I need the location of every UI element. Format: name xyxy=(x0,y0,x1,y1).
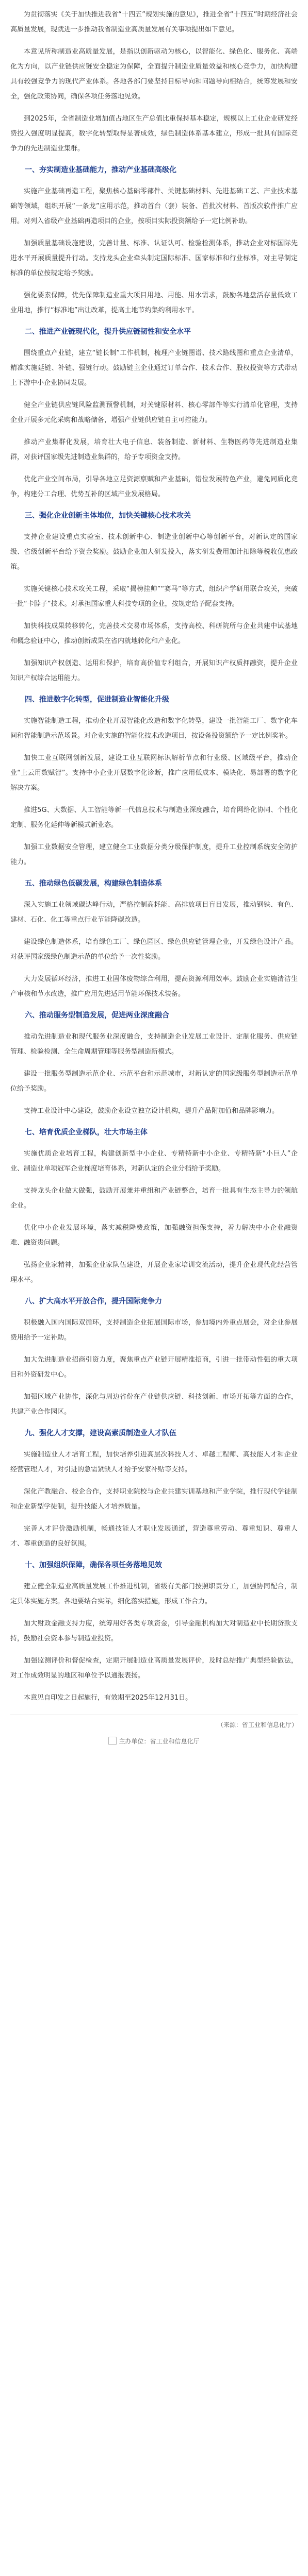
section-2 xyxy=(10,325,298,502)
section-4 xyxy=(10,693,298,870)
section-paragraph: 建立健全制造业高质量发展工作推进机制，省级有关部门按照职责分工，加强协同配合，制定具体实施方案。各地要结合实际，细化落实措施，形成工作合力。 xyxy=(10,1583,298,1605)
section-paragraph: 加快科技成果转移转化，完善技术交易市场体系，支持高校、科研院所与企业共建中试基地和概念验证中心，推动创新成果在省内就地转化和产业化。 xyxy=(10,622,298,645)
section-paragraph: 优化中小企业发展环境，落实减税降费政策，加强融资担保支持，着力解决中小企业融资难、融资贵问题。 xyxy=(10,1224,298,1247)
section-heading: 五、推动绿色低碳发展，构建绿色制造体系 xyxy=(25,879,162,888)
section-9 xyxy=(10,1427,298,1551)
section-paragraph: 推动产业集群化发展，培育壮大电子信息、装备制造、新材料、生物医药等先进制造业集群，对获评国家级先进制造业集群的，给予专项资金支持。 xyxy=(10,438,298,461)
intro-paragraph: 到2025年，全省制造业增加值占地区生产总值比重保持基本稳定，规模以上工业企业研发经费投入强度明显提高，数字化转型取得显著成效，绿色制造体系基本建立，形成一批具有国际竞争力的先进制造业集群。 xyxy=(10,115,298,152)
section-paragraph: 加大先进制造业招商引资力度，聚焦重点产业链开展精准招商，引进一批带动性强的重大项目和外资研发中心。 xyxy=(10,1356,298,1379)
section-heading: 二、推进产业链现代化，提升供应链韧性和安全水平 xyxy=(25,328,191,336)
intro-paragraph: 本意见所称制造业高质量发展，是指以创新驱动为核心，以智能化、绿色化、服务化、高端化为方向，以产业链供应链安全稳定为保障，全面提升制造业质量效益和核心竞争力，加快构建具有较强竞争力的现代产业体系。各地各部门要坚持目标导向和问题导向相结合，统筹发展和安全，强化政策协同，确保各项任务落地见效。 xyxy=(10,48,298,100)
section-paragraph: 强化要素保障，优先保障制造业重大项目用地、用能、用水需求，鼓励各地盘活存量低效工业用地，推行“标准地”出让改革，提高土地节约集约利用水平。 xyxy=(10,292,298,314)
section-paragraph: 实施关键核心技术攻关工程，采取“揭榜挂帅”“赛马”等方式，组织产学研用联合攻关，突破一批“卡脖子”技术。对承担国家重大科技专项的企业，按规定给予配套支持。 xyxy=(10,585,298,608)
section-paragraph: 推进5G、大数据、人工智能等新一代信息技术与制造业深度融合，培育网络化协同、个性化定制、服务化延伸等新模式新业态。 xyxy=(10,806,298,829)
section-paragraph: 加强知识产权创造、运用和保护，培育高价值专利组合，开展知识产权质押融资，提升企业知识产权综合运用能力。 xyxy=(10,659,298,682)
section-paragraph: 大力发展循环经济，推进工业固体废物综合利用，提高资源利用效率。鼓励企业实施清洁生产审核和节水改造，推广应用先进适用节能环保技术装备。 xyxy=(10,975,298,998)
section-paragraph: 健全产业链供应链风险监测预警机制，对关键原材料、核心零部件等实行清单化管理，支持企业开展多元化采购和战略储备，增强产业链供应链自主可控能力。 xyxy=(10,401,298,424)
section-paragraph: 弘扬企业家精神，加强企业家队伍建设，开展企业家培训交流活动，提升企业现代化经营管理水平。 xyxy=(10,1261,298,1284)
section-paragraph: 加快工业互联网创新发展，建设工业互联网标识解析节点和行业级、区域级平台，推动企业“上云用数赋智”。支持中小企业开展数字化诊断，推广应用低成本、模块化、易部署的数字化解决方案。 xyxy=(10,754,298,792)
section-8 xyxy=(10,1295,298,1419)
section-paragraph: 优化产业空间布局，引导各地立足资源禀赋和产业基础，错位发展特色产业，避免同质化竞争，构建分工合理、优势互补的区域产业发展格局。 xyxy=(10,476,298,498)
section-paragraph: 加强工业数据安全管理，建立健全工业数据分类分级保护制度，提升工业控制系统安全防护能力。 xyxy=(10,843,298,866)
section-heading: 七、培育优质企业梯队，壮大市场主体 xyxy=(25,1128,148,1137)
section-paragraph: 本意见自印发之日起施行，有效期至2025年12月31日。 xyxy=(24,1694,192,1702)
section-heading: 一、夯实制造业基础能力，推动产业基础高级化 xyxy=(25,166,176,174)
section-paragraph: 实施智能制造工程，推动企业开展智能化改造和数字化转型，建设一批智能工厂、数字化车间和智能制造示范场景。对企业实施的智能化技术改造项目，按设备投资额给予一定比例奖补。 xyxy=(10,717,298,740)
section-3 xyxy=(10,509,298,686)
section-5 xyxy=(10,877,298,1002)
article-intro xyxy=(10,7,298,156)
section-6 xyxy=(10,1009,298,1118)
section-paragraph: 深化产教融合、校企合作，支持职业院校与企业共建实训基地和产业学院，推行现代学徒制和企业新型学徒制，提升技能人才培养质量。 xyxy=(10,1488,298,1511)
section-10 xyxy=(10,1558,298,1705)
section-heading: 八、扩大高水平开放合作，提升国际竞争力 xyxy=(25,1297,162,1306)
section-paragraph: 支持龙头企业做大做强，鼓励开展兼并重组和产业链整合，培育一批具有生态主导力的领航企业。 xyxy=(10,1187,298,1210)
section-heading: 十、加强组织保障，确保各项任务落地见效 xyxy=(25,1561,162,1569)
article-footer xyxy=(10,1715,298,1747)
section-paragraph: 完善人才评价激励机制，畅通技能人才职业发展通道，营造尊重劳动、尊重知识、尊重人才、尊重创造的良好氛围。 xyxy=(10,1525,298,1548)
copyright-text: 主办单位：省工业和信息化厅 xyxy=(119,1738,200,1745)
source-note: （来源：省工业和信息化厅） xyxy=(217,1721,298,1728)
section-heading: 三、强化企业创新主体地位，加快关键核心技术攻关 xyxy=(25,512,191,520)
section-heading: 四、推进数字化转型，促进制造业智能化升级 xyxy=(25,696,169,704)
section-paragraph: 深入实施工业领域碳达峰行动，严格控制高耗能、高排放项目盲目发展，推动钢铁、有色、建材、石化、化工等重点行业节能降碳改造。 xyxy=(10,901,298,924)
section-paragraph: 支持企业建设重点实验室、技术创新中心、制造业创新中心等创新平台，对新认定的国家级、省级创新平台给予资金奖励。鼓励企业加大研发投入，落实研发费用加计扣除等税收优惠政策。 xyxy=(10,533,298,571)
section-paragraph: 推动先进制造业和现代服务业深度融合，支持制造企业发展工业设计、定制化服务、供应链管理、检验检测、全生命周期管理等服务型制造新模式。 xyxy=(10,1033,298,1056)
section-paragraph: 加强区域产业协作，深化与周边省份在产业链供应链、科技创新、市场开拓等方面的合作，共建产业合作园区。 xyxy=(10,1393,298,1416)
section-paragraph: 实施产业基础再造工程，聚焦核心基础零部件、关键基础材料、先进基础工艺、产业技术基础等领域，组织开展“一条龙”应用示范，推动首台（套）装备、首批次材料、首版次软件推广应用。对列入省级产业基础再造项目的企业，按项目实际投资额给予一定比例补助。 xyxy=(10,188,298,225)
section-paragraph: 建设一批服务型制造示范企业、示范平台和示范城市，对新认定的国家级服务型制造示范单位给予奖励。 xyxy=(10,1070,298,1093)
section-paragraph: 加强质量基础设施建设，完善计量、标准、认证认可、检验检测体系，推动企业对标国际先进水平开展质量提升行动。支持龙头企业牵头制定国际标准、国家标准和行业标准，对主导制定标准的单位按规定给予奖励。 xyxy=(10,240,298,277)
copyright-line xyxy=(10,1736,298,1747)
section-paragraph: 围绕重点产业链，建立“链长制”工作机制，梳理产业链图谱、技术路线图和重点企业清单，精准实施延链、补链、强链行动。鼓励链主企业通过订单合作、技术合作、股权投资等方式带动上下游中小企业协同发展。 xyxy=(10,349,298,387)
section-heading: 六、推动服务型制造发展，促进两业深度融合 xyxy=(25,1011,169,1020)
section-paragraph: 加大财政金融支持力度，统筹用好各类专项资金，引导金融机构加大对制造业中长期贷款支持，鼓励社会资本参与制造业投资。 xyxy=(10,1620,298,1642)
section-paragraph: 积极融入国内国际双循环，支持制造企业拓展国际市场，参加境内外重点展会，对企业参展费用给予一定补助。 xyxy=(10,1319,298,1342)
section-paragraph: 建设绿色制造体系，培育绿色工厂、绿色园区、绿色供应链管理企业，开发绿色设计产品。对获评国家级绿色制造示范的单位给予一次性奖励。 xyxy=(10,938,298,961)
section-paragraph: 加强监测评价和督促检查，定期开展制造业高质量发展评价，及时总结推广典型经验做法，对工作成效明显的地区和单位予以通报表扬。 xyxy=(10,1657,298,1680)
intro-paragraph: 为贯彻落实《关于加快推进我省“十四五”规划实施的意见》，推进全省“十四五”时期经济社会高质量发展，现就进一步推动我省制造业高质量发展有关事项提出如下意见。 xyxy=(10,11,298,33)
section-paragraph: 实施制造业人才培育工程，加快培养引进高层次科技人才、卓越工程师、高技能人才和企业经营管理人才，对引进的急需紧缺人才给予安家补贴等支持。 xyxy=(10,1451,298,1473)
section-heading: 九、强化人才支撑，建设高素质制造业人才队伍 xyxy=(25,1429,176,1437)
section-1 xyxy=(10,163,298,318)
section-paragraph: 支持工业设计中心建设，鼓励企业设立独立设计机构，提升产品附加值和品牌影响力。 xyxy=(24,1107,279,1115)
section-paragraph: 实施优质企业培育工程，构建创新型中小企业、专精特新中小企业、专精特新“小巨人”企业、制造业单项冠军企业梯度培育体系，对新认定的企业分档给予奖励。 xyxy=(10,1150,298,1173)
section-7 xyxy=(10,1126,298,1287)
badge-icon xyxy=(108,1737,117,1745)
